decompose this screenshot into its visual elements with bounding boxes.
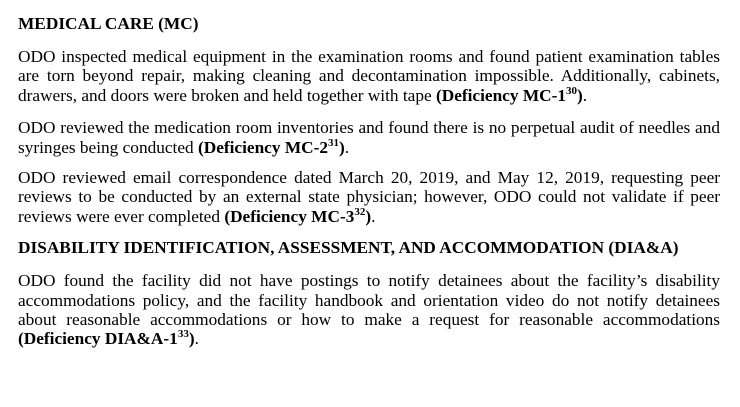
footnote-ref[interactable]: 30 <box>566 85 578 98</box>
paragraph-medical-equipment: ODO inspected medical equipment in the examination rooms and found patient examination tables are torn beyond repair, making cleaning and decontamination impossible. Additionally, cabinets, drawers, and doors were broken and held together with tape (Deficiency $MC-1^{30}$). <box>18 47 720 105</box>
paragraph-text: ODO inspected medical equipment in the examination rooms and found patient examination tables are torn beyond repair, making cleaning and decontamination impossible. Additionally, cabinets, drawers, and doors were broken and held together with tape <box>18 47 720 105</box>
paragraph-medication-inventory: ODO reviewed the medication room inventories and found there is no perpetual audit of needles and syringes being conducted (Deficiency $MC-2^{31}$). <box>18 118 720 157</box>
paragraph-text: ODO reviewed email correspondence dated March 20, 2019, and May 12, 2019, requesting peer reviews to be conducted by an external state physician; however, ODO could not validate if peer reviews were ever completed <box>18 168 720 226</box>
paragraph-disability-postings: ODO found the facility did not have postings to notify detainees about the facility’s disability accommodations policy, and the facility handbook and orientation video do not notify detainees about reasonable accommodations or how to make a request for reasonable accommodations (Deficiency $DIA\&A-1^{33}$). <box>18 271 720 349</box>
footnote-ref[interactable]: 33 <box>177 328 189 341</box>
section-heading-disability: DISABILITY IDENTIFICATION, ASSESSMENT, AND ACCOMMODATION (DIA&A) <box>18 238 679 258</box>
paragraph-text: ODO found the facility did not have postings to notify detainees about the facility’s disability accommodations policy, and the facility handbook and orientation video do not notify detainees about reasonable accommodations or how to make a request for reasonable accommodations <box>18 271 720 330</box>
footnote-ref[interactable]: 31 <box>328 136 340 149</box>
deficiency-label: (Deficiency $DIA\&A-1^{33}$) <box>18 328 195 349</box>
paragraph-text: ODO reviewed the medication room inventories and found there is no perpetual audit of needles and syringes being conducted <box>18 118 720 157</box>
footnote-ref[interactable]: 32 <box>354 206 366 219</box>
paragraph-peer-reviews: ODO reviewed email correspondence dated March 20, 2019, and May 12, 2019, requesting peer reviews to be conducted by an external state physician; however, ODO could not validate if peer reviews were ever completed (Deficiency $MC-3^{32}$). <box>18 168 720 226</box>
deficiency-label: (Deficiency $MC-2^{31}$) <box>197 136 345 157</box>
deficiency-label: (Deficiency $MC-3^{32}$) <box>224 206 372 226</box>
deficiency-label: (Deficiency $MC-1^{30}$) <box>435 85 583 105</box>
section-heading-medical-care: MEDICAL CARE (MC) <box>18 14 199 33</box>
